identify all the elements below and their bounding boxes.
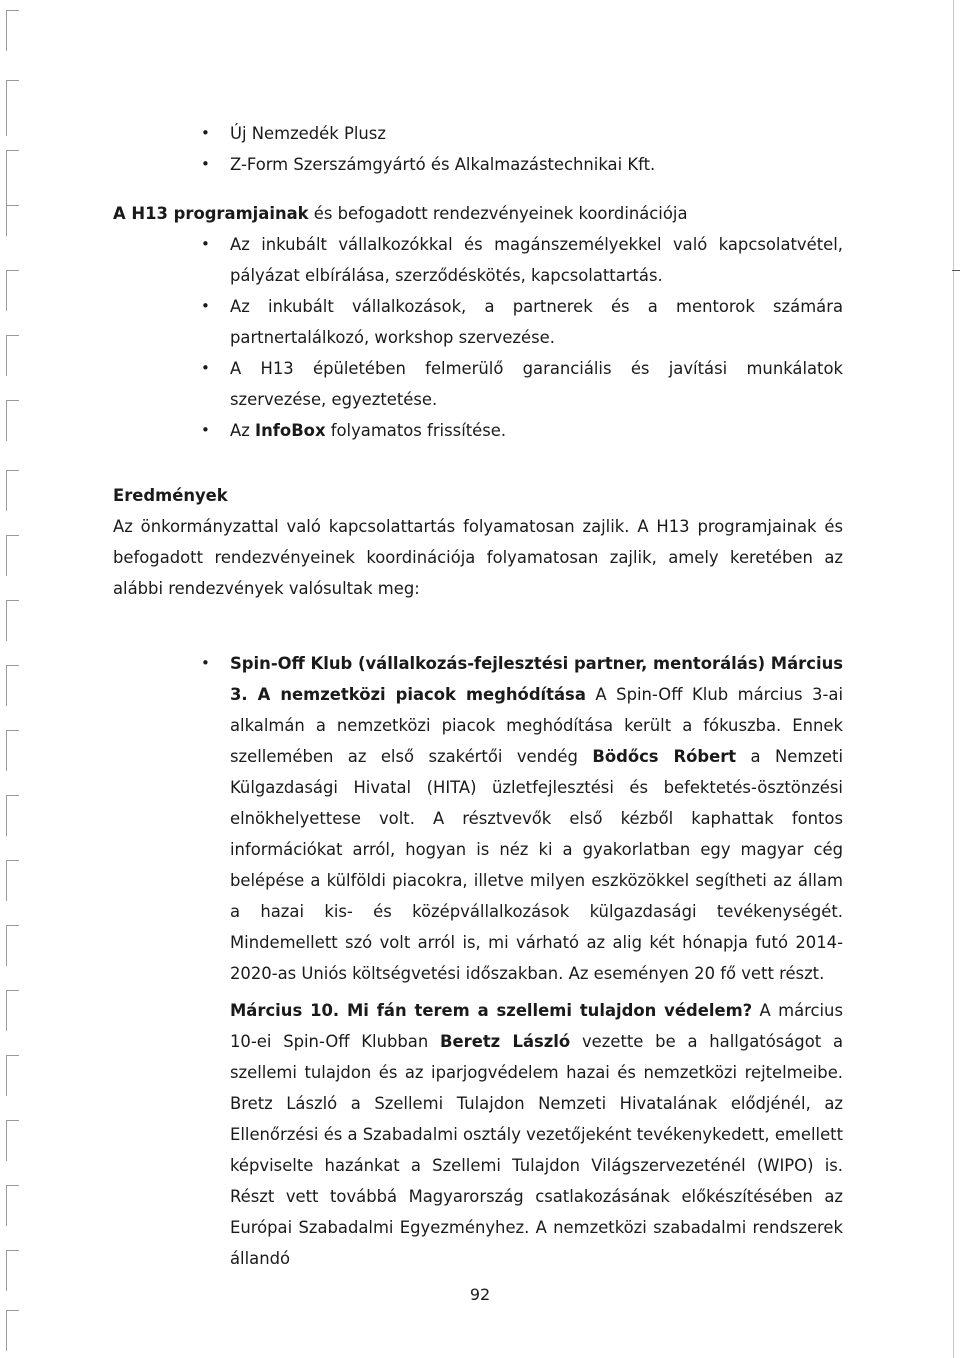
event-spinoff-march-10 (230, 995, 843, 1274)
scan-mark (6, 1185, 19, 1226)
list-item-text: Az inkubált vállalkozókkal és magánszemélyekkel való kapcsolatvétel, pályázat elbírálása, szerződéskötés, kapcsolattartás. (230, 235, 843, 285)
scan-mark (6, 270, 19, 311)
scan-mark (6, 1120, 19, 1161)
list-item-text: Új Nemzedék Plusz (230, 124, 386, 143)
scan-mark (6, 335, 19, 376)
scan-mark (6, 795, 19, 836)
list-item-text: A H13 épületében felmerülő garanciális és javítási munkálatok szervezése, egyeztetése. (230, 359, 843, 409)
infobox-suffix: folyamatos frissítése. (325, 421, 507, 440)
list-item-text: Az inkubált vállalkozások, a partnerek és a mentorok számára partnertalálkozó, workshop szervezése. (230, 297, 843, 347)
scan-mark (6, 730, 19, 771)
scan-mark (6, 1055, 19, 1096)
scan-mark (6, 860, 19, 901)
event-guest-name: Beretz László (440, 1032, 571, 1051)
list-item (113, 149, 843, 180)
list-item (113, 415, 843, 446)
scan-mark (6, 600, 19, 641)
list-item (113, 229, 843, 291)
event-text: A Spin-Off Klub március 3-ai alkalmán a nemzetközi piacok meghódítása került a fókuszba. Ennek szellemében az első szakértői vendég (230, 685, 844, 766)
partner-list (113, 118, 843, 180)
page-number: 92 (469, 1285, 491, 1304)
list-item (113, 291, 843, 353)
scan-mark (6, 400, 19, 441)
infobox-bold: InfoBox (255, 421, 326, 440)
event-text: A március 10-ei Spin-Off Klubban (230, 1001, 843, 1051)
list-item-text: Z-Form Szerszámgyártó és Alkalmazástechnikai Kft. (230, 155, 656, 174)
infobox-prefix: Az (230, 421, 256, 440)
event-item (113, 648, 843, 1274)
scan-mark (6, 470, 19, 511)
scan-right-tick (952, 270, 960, 271)
heading-rest: és befogadott rendezvényeinek koordinációja (308, 204, 688, 223)
document-content (113, 118, 843, 1274)
event-title: Spin-Off Klub (vállalkozás-fejlesztési partner, mentorálás) Március 3. A nemzetközi piacok meghódítása (230, 654, 843, 704)
events-list (113, 648, 843, 1274)
event-guest-name: Bödőcs Róbert (592, 747, 737, 766)
scan-mark (6, 205, 19, 236)
heading-bold: A H13 programjainak (113, 204, 309, 223)
scan-mark (6, 10, 19, 51)
results-title: Eredmények (113, 486, 228, 505)
scan-mark (6, 80, 19, 136)
scan-mark (6, 535, 19, 576)
list-item (113, 118, 843, 149)
event-spinoff-march-3 (230, 648, 843, 989)
scan-mark (6, 665, 19, 706)
list-item (113, 353, 843, 415)
results-paragraph: Az önkormányzattal való kapcsolattartás folyamatosan zajlik. A H13 programjainak és befogadott rendezvényeinek koordinációja folyamatosan zajlik, amely keretében az alábbi rendezvények valósultak meg: (113, 517, 843, 598)
coordination-heading (113, 198, 843, 229)
scan-mark (6, 1310, 19, 1351)
event-text: vezette be a hallgatóságot a szellemi tulajdon és az iparjogvédelem hazai és nemzetközi rejtelmeibe. Bretz László a Szellemi Tulajdon Nemzeti Hivatalának elődjénél, az Ellenőrzési és a Szabadalmi osztály vezetőjeként tevékenykedett, emellett képviselte hazánkat a Szellemi Tulajdon Világszervezeténél (WIPO) is. Részt vett továbbá Magyarország csatlakozásának előkészítésében az Európai Szabadalmi Egyezményhez. A nemzetközi szabadalmi rendszerek állandó (230, 1032, 844, 1268)
scan-right-rule (953, 0, 954, 1358)
scan-mark (6, 990, 19, 1031)
scan-mark (6, 925, 19, 966)
event-text: a Nemzeti Külgazdasági Hivatal (HITA) üzletfejlesztési és befektetés-ösztönzési elnökhelyettese volt. A résztvevők első kézből kaphattak fontos információkat arról, hogyan is néz ki a gyakorlatban egy magyar cég belépése a külföldi piacokra, illetve milyen eszközökkel segítheti az állam a hazai kis- és középvállalkozások külgazdasági tevékenységét. Mindemellett szó volt arról is, mi várható az alig két hónapja futó 2014-2020-as Uniós költségvetési időszakban. Az eseményen 20 fő vett részt. (230, 747, 843, 983)
scan-edge-marks (6, 0, 22, 1358)
coordination-list (113, 229, 843, 446)
scan-mark (6, 150, 19, 211)
event-title: Március 10. Mi fán terem a szellemi tulajdon védelem? (230, 1001, 753, 1020)
